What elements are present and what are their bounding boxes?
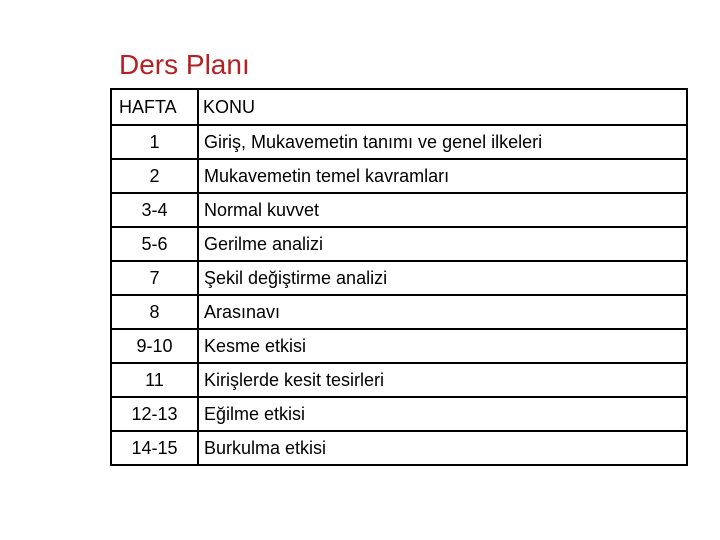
topic-cell: Normal kuvvet xyxy=(198,193,687,227)
table-row xyxy=(111,227,687,261)
table-row xyxy=(111,159,687,193)
table-row xyxy=(111,329,687,363)
topic-cell: Eğilme etkisi xyxy=(198,397,687,431)
week-cell: 1 xyxy=(111,125,198,159)
week-cell: 2 xyxy=(111,159,198,193)
table-row xyxy=(111,295,687,329)
week-cell: 7 xyxy=(111,261,198,295)
table-row xyxy=(111,397,687,431)
week-cell: 11 xyxy=(111,363,198,397)
table-row xyxy=(111,261,687,295)
header-topic: KONU xyxy=(198,89,687,125)
header-week: HAFTA xyxy=(111,89,198,125)
week-cell: 12-13 xyxy=(111,397,198,431)
table-row xyxy=(111,193,687,227)
table-row xyxy=(111,363,687,397)
topic-cell: Arasınavı xyxy=(198,295,687,329)
table-row xyxy=(111,431,687,465)
slide-title: Ders Planı xyxy=(119,49,250,80)
topic-cell: Burkulma etkisi xyxy=(198,431,687,465)
table-header-row xyxy=(111,89,687,125)
week-cell: 8 xyxy=(111,295,198,329)
topic-cell: Mukavemetin temel kavramları xyxy=(198,159,687,193)
topic-cell: Kirişlerde kesit tesirleri xyxy=(198,363,687,397)
course-plan-table xyxy=(110,88,688,466)
topic-cell: Kesme etkisi xyxy=(198,329,687,363)
topic-cell: Şekil değiştirme analizi xyxy=(198,261,687,295)
week-cell: 9-10 xyxy=(111,329,198,363)
table-row xyxy=(111,125,687,159)
topic-cell: Giriş, Mukavemetin tanımı ve genel ilkeleri xyxy=(198,125,687,159)
topic-cell: Gerilme analizi xyxy=(198,227,687,261)
week-cell: 3-4 xyxy=(111,193,198,227)
week-cell: 14-15 xyxy=(111,431,198,465)
week-cell: 5-6 xyxy=(111,227,198,261)
